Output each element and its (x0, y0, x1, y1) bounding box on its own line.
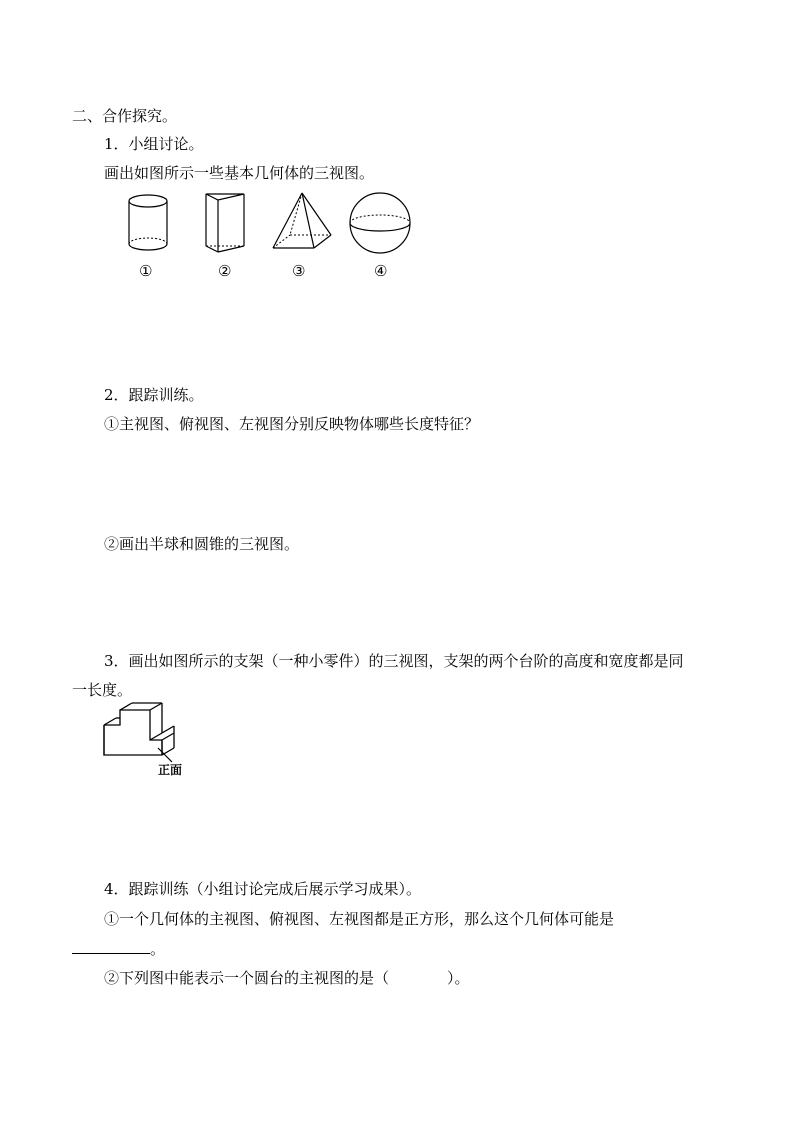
q1-title: 1．小组讨论。 (104, 135, 204, 153)
cylinder-icon (126, 192, 170, 254)
solids-figure-row (120, 188, 420, 288)
figure-label-4: ④ (374, 262, 388, 280)
q2-item2: ②画出半球和圆锥的三视图。 (104, 535, 300, 553)
q2-title: 2．跟踪训练。 (104, 386, 204, 404)
sphere-icon (348, 191, 412, 255)
answer-blank[interactable] (72, 939, 150, 954)
figure-label-2: ② (218, 262, 232, 280)
q3-text-line2: 一长度。 (72, 681, 133, 699)
q4-item2-end: ）。 (447, 969, 470, 987)
q4-item1-line2 (72, 939, 165, 959)
q4-item1-end: 。 (150, 940, 166, 958)
figure-label-3: ③ (292, 262, 306, 280)
q3-text-line1: 3．画出如图所示的支架（一种小零件）的三视图，支架的两个台阶的高度和宽度都是同 (104, 652, 684, 670)
q4-title: 4．跟踪训练（小组讨论完成后展示学习成果）。 (104, 880, 422, 898)
q4-item2 (104, 968, 470, 988)
q2-item1: ①主视图、俯视图、左视图分别反映物体哪些长度特征？ (104, 415, 480, 433)
q4-item2-start: ②下列图中能表示一个圆台的主视图的是（ (104, 969, 390, 987)
q4-item1-line1: ①一个几何体的主视图、俯视图、左视图都是正方形，那么这个几何体可能是 (104, 910, 615, 928)
bracket-figure (100, 700, 200, 780)
q1-instruction: 画出如图所示一些基本几何体的三视图。 (104, 164, 375, 182)
pyramid-icon (270, 190, 334, 254)
bracket-front-label: 正面 (158, 763, 183, 777)
triangular-prism-icon (202, 190, 248, 256)
section-heading: 二、合作探究。 (72, 107, 178, 125)
figure-label-1: ① (139, 262, 153, 280)
